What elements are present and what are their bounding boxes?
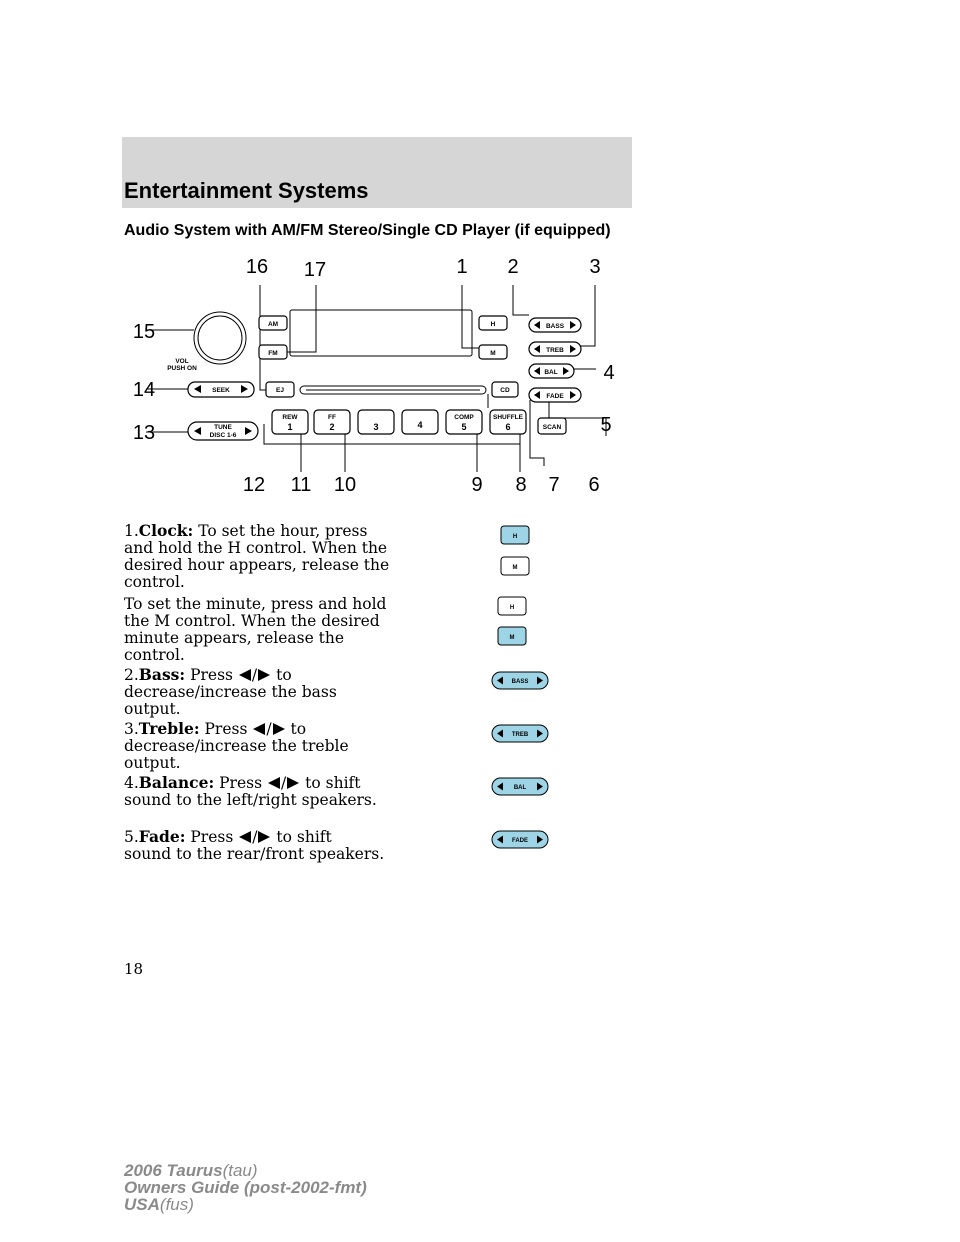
vol-label: VOL: [175, 358, 189, 365]
comp-label: COMP: [454, 414, 474, 421]
footer-guide: Owners Guide (post-2002-fmt): [124, 1178, 367, 1197]
callout-11: 11: [290, 474, 312, 496]
item-text: To set the hour, press and hold the H control. When the desired hour appears, release the control.: [124, 522, 390, 591]
item-press: Press: [190, 828, 234, 846]
item-post: to shift: [305, 774, 361, 792]
preset-3-num: 3: [373, 422, 379, 432]
item-number: 4.: [124, 774, 139, 792]
tune-label: TUNE: [214, 424, 232, 431]
m-control-label: M: [509, 635, 515, 641]
item-number: 2.: [124, 666, 139, 684]
comp-num: 5: [461, 422, 467, 432]
item-press: Press: [204, 720, 248, 738]
item-press: Press: [219, 774, 263, 792]
fade-paragraph: [124, 828, 394, 863]
item-title: Bass:: [138, 665, 186, 684]
right-arrow-icon: [272, 722, 286, 736]
bass-label: BASS: [545, 323, 565, 330]
section-title: Entertainment Systems: [124, 178, 369, 203]
treb-control-label: TREB: [511, 732, 529, 738]
left-arrow-icon: [252, 722, 266, 736]
bass-control-label: BASS: [511, 679, 529, 685]
h-label: H: [490, 321, 496, 328]
callout-15: 15: [132, 321, 156, 343]
h-control-label: H: [512, 534, 518, 540]
right-arrow-icon: [257, 668, 271, 682]
scan-label: SCAN: [542, 424, 562, 431]
fm-label: FM: [268, 350, 278, 357]
right-arrow-icon: [286, 776, 300, 790]
control-illustrations: [490, 520, 560, 850]
bal-label: BAL: [544, 369, 558, 376]
am-label: AM: [267, 321, 279, 328]
bass-paragraph: [124, 666, 394, 718]
item-number: 3.: [124, 720, 139, 738]
item-sep: /: [266, 720, 272, 738]
ej-label: EJ: [276, 387, 284, 394]
treb-label: TREB: [546, 347, 564, 354]
shuffle-label: SHUFFLE: [493, 414, 523, 421]
left-arrow-icon: [238, 668, 252, 682]
callout-13: 13: [132, 422, 156, 444]
page-number: 18: [124, 960, 144, 978]
clock-paragraph: [124, 522, 394, 591]
callout-7: 7: [548, 474, 560, 496]
right-arrow-icon: [257, 830, 271, 844]
balance-paragraph: [124, 774, 394, 809]
fade-control-label: FADE: [511, 838, 529, 844]
item-text: decrease/increase the treble output.: [124, 737, 349, 772]
preset-4-num: 4: [417, 420, 423, 430]
diagram-heading: Audio System with AM/FM Stereo/Single CD Player (if equipped): [124, 222, 611, 239]
item-press: Press: [190, 666, 233, 684]
callout-8: 8: [515, 474, 527, 496]
item-sep: /: [251, 666, 258, 684]
h-control-label: H: [509, 605, 515, 611]
item-title: Clock:: [138, 521, 194, 540]
footer-model-code: (tau): [222, 1161, 258, 1180]
callout-6: 6: [588, 474, 600, 496]
disc-label: DISC 1-6: [209, 432, 237, 439]
seek-label: SEEK: [212, 387, 230, 394]
callout-17: 17: [303, 259, 327, 281]
left-arrow-icon: [238, 830, 252, 844]
callout-16: 16: [245, 256, 269, 278]
radio-diagram: [124, 248, 634, 500]
callout-9: 9: [471, 474, 483, 496]
ff-num: 2: [329, 422, 335, 432]
minute-paragraph: [124, 596, 394, 664]
item-title: Treble:: [138, 719, 200, 738]
item-number: 5.: [124, 828, 139, 846]
item-text: decrease/increase the bass output.: [124, 683, 337, 718]
callout-5: 5: [600, 414, 612, 436]
bal-control-label: BAL: [513, 785, 527, 791]
footer-model: 2006 Taurus: [124, 1161, 223, 1180]
callout-3: 3: [589, 256, 601, 278]
item-post: to: [276, 666, 292, 684]
item-title: Fade:: [138, 827, 186, 846]
callout-14: 14: [132, 379, 156, 401]
item-post: to shift: [276, 828, 332, 846]
item-sep: /: [252, 828, 258, 846]
cd-label: CD: [500, 387, 510, 394]
callout-4: 4: [603, 362, 615, 384]
callout-12: 12: [242, 474, 266, 496]
item-number: 1.: [124, 522, 139, 540]
item-title: Balance:: [138, 773, 215, 792]
item-sep: /: [280, 774, 287, 792]
rew-label: REW: [282, 414, 298, 421]
item-text: To set the minute, press and hold the M control. When the desired minute appears, release the control.: [124, 595, 387, 664]
callout-2: 2: [507, 256, 519, 278]
item-text: sound to the rear/front speakers.: [124, 845, 385, 863]
footer: [124, 1162, 367, 1213]
fade-label: FADE: [546, 393, 564, 400]
left-arrow-icon: [267, 776, 281, 790]
item-post: to: [290, 720, 307, 738]
callout-1: 1: [456, 256, 468, 278]
ff-label: FF: [328, 414, 336, 421]
callout-10: 10: [333, 474, 357, 496]
shuffle-num: 6: [505, 422, 511, 432]
m-label: M: [490, 350, 496, 357]
treble-paragraph: [124, 720, 394, 772]
item-text: sound to the left/right speakers.: [124, 791, 377, 809]
m-control-label: M: [512, 565, 518, 571]
footer-market-code: (fus): [159, 1195, 194, 1214]
push-on-label: PUSH ON: [167, 365, 197, 372]
rew-num: 1: [287, 422, 293, 432]
footer-market: USA: [124, 1195, 160, 1214]
